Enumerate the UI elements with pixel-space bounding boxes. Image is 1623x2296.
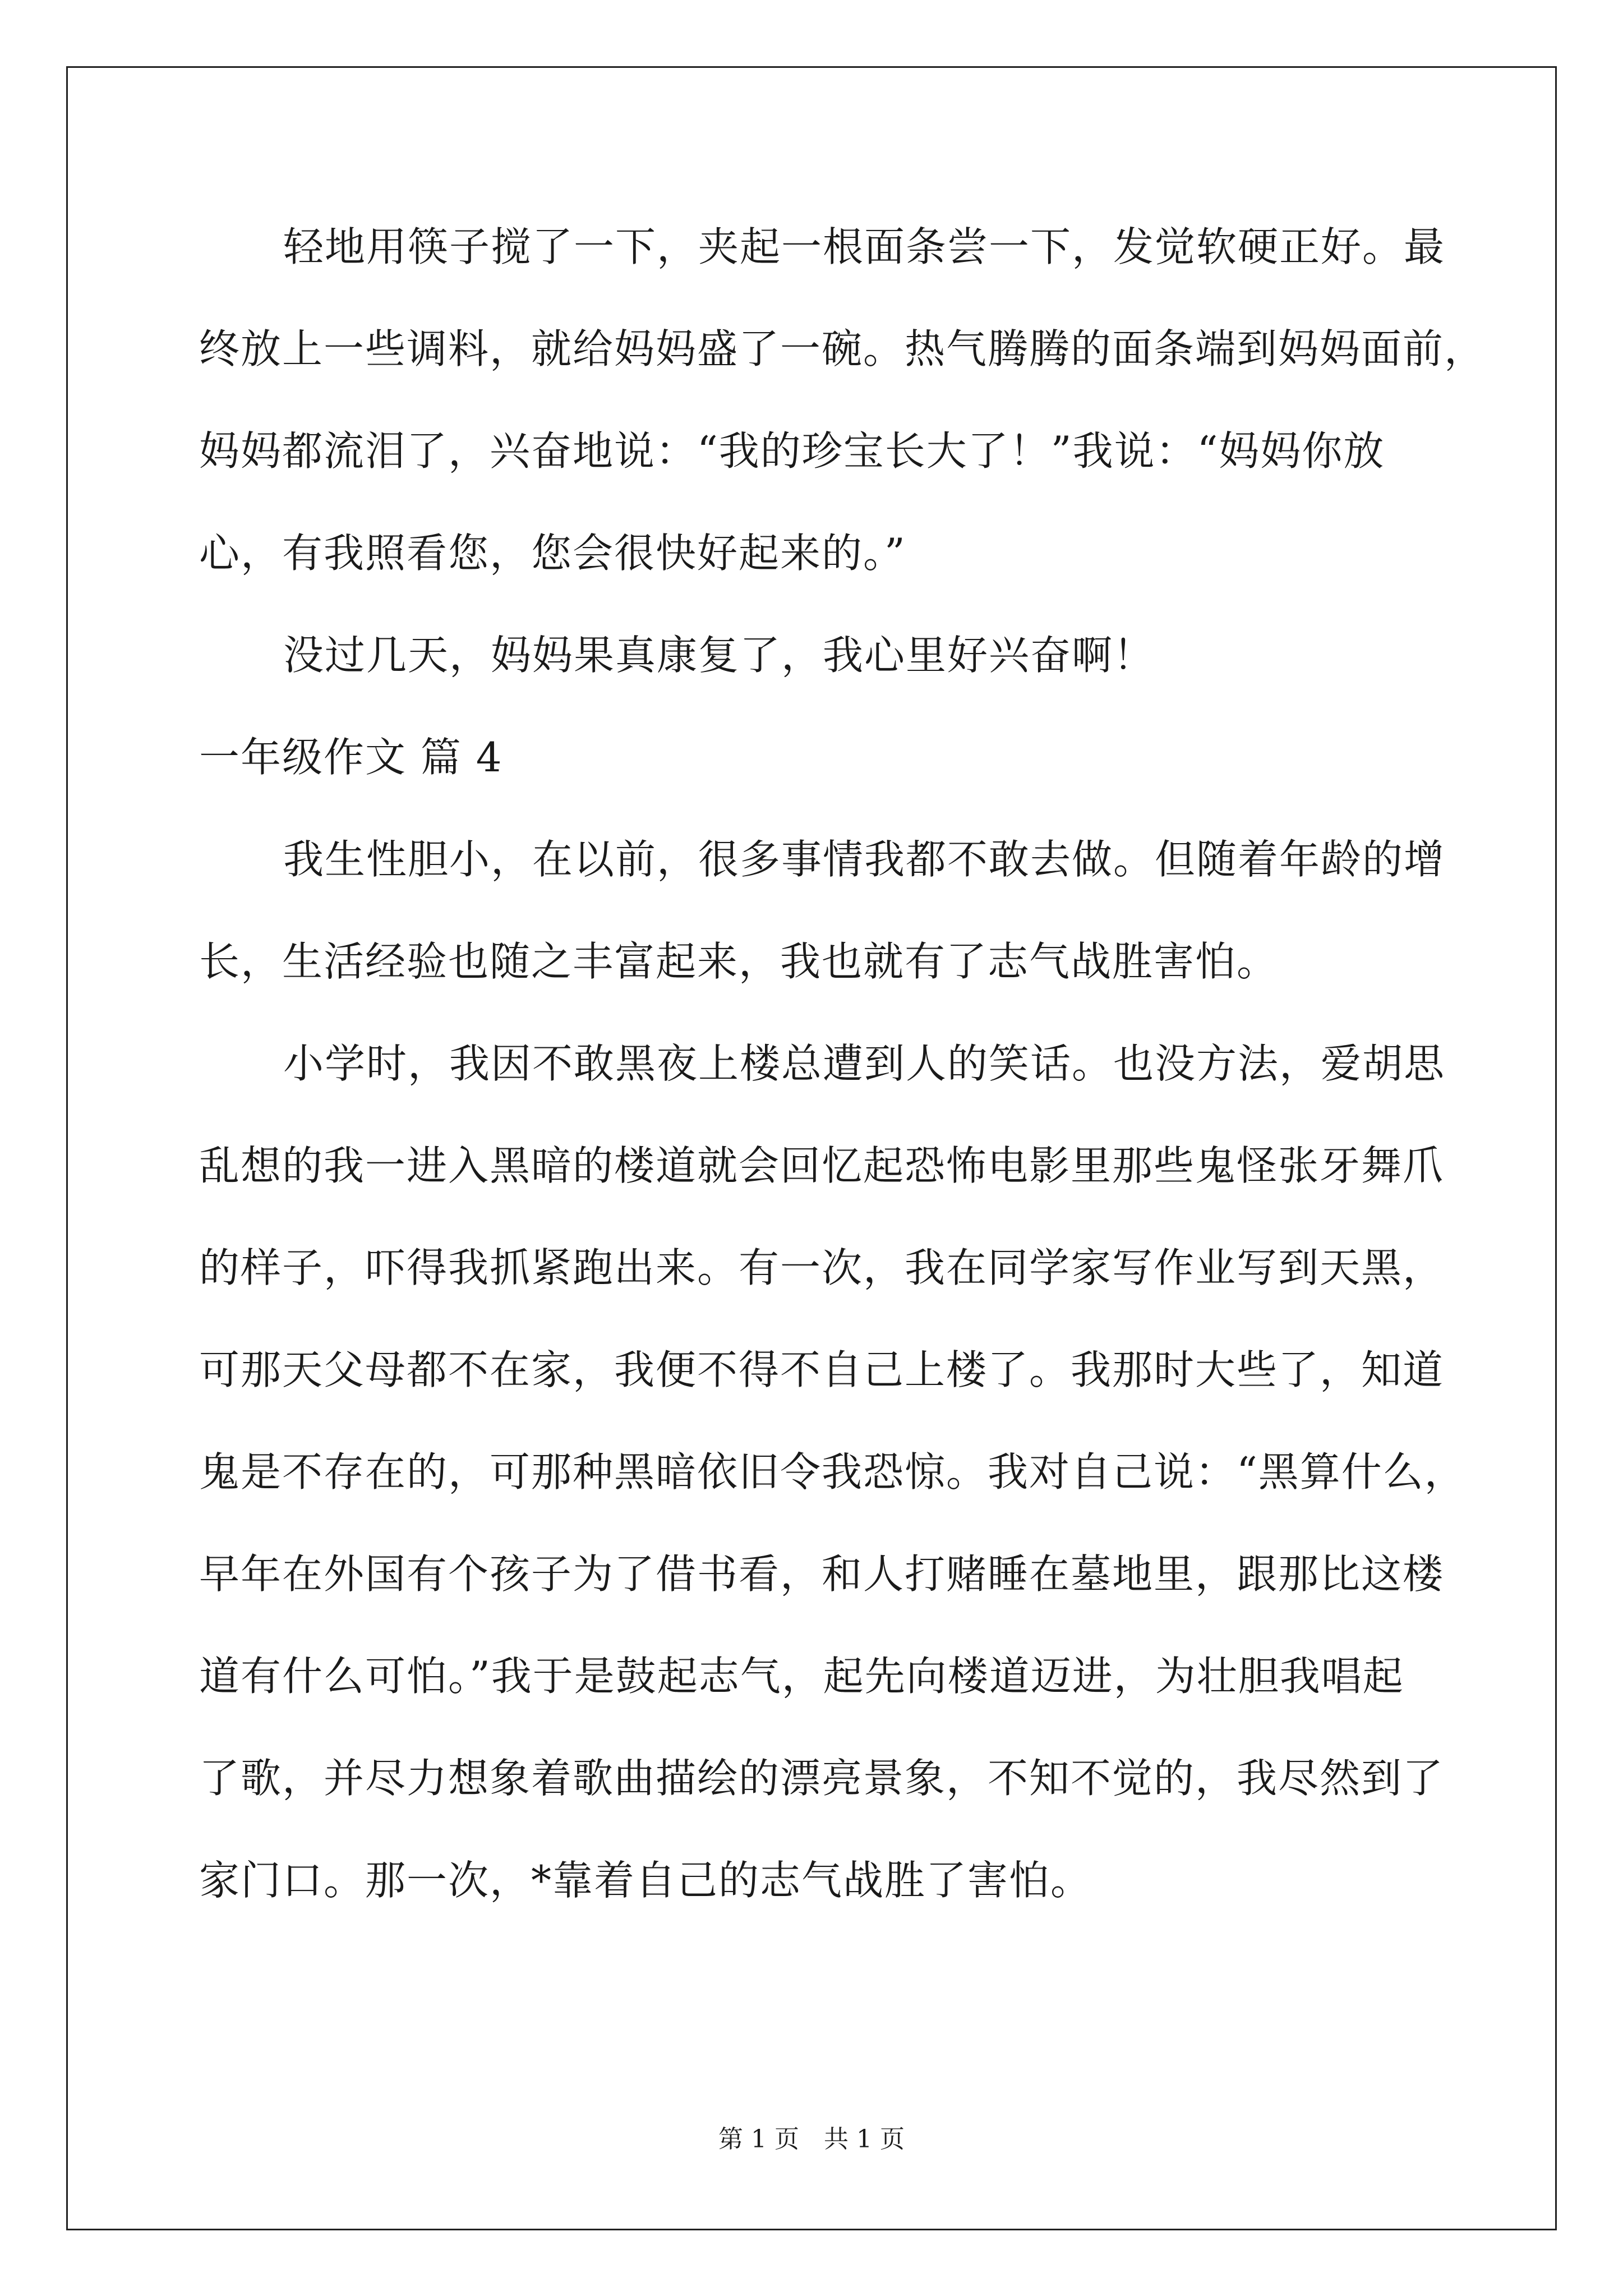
- text-line: 妈妈都流泪了，兴奋地说：“我的珍宝长大了！”我说：“妈妈你放: [199, 427, 1385, 475]
- text-line: 可那天父母都不在家，我便不得不自己上楼了。我那时大些了，知道: [199, 1346, 1445, 1393]
- text-line: 家门口。那一次，*靠着自己的志气战胜了害怕。: [199, 1857, 1092, 1904]
- text-line: 终放上一些调料，就给妈妈盛了一碗。热气腾腾的面条端到妈妈面前，: [199, 325, 1486, 372]
- text-line: 心，有我照看您，您会很快好起来的。”: [199, 530, 906, 577]
- page-number: 第 1 页 共 1 页: [718, 2125, 905, 2154]
- text-line: 乱想的我一进入黑暗的楼道就会回忆起恐怖电影里那些鬼怪张牙舞爪: [199, 1142, 1445, 1189]
- text-line: 了歌，并尽力想象着歌曲描绘的漂亮景象，不知不觉的，我尽然到了: [199, 1755, 1445, 1802]
- text-line: 没过几天，妈妈果真康复了，我心里好兴奋啊！: [283, 632, 1155, 679]
- text-line: 轻地用筷子搅了一下，夹起一根面条尝一下，发觉软硬正好。最: [283, 223, 1446, 270]
- text-line: 鬼是不存在的，可那种黑暗依旧令我恐惊。我对自己说：“黑算什么，: [199, 1448, 1466, 1496]
- text-line: 的样子，吓得我抓紧跑出来。有一次，我在同学家写作业写到天黑，: [199, 1244, 1445, 1291]
- text-line: 长，生活经验也随之丰富起来，我也就有了志气战胜害怕。: [199, 938, 1279, 985]
- text-line: 早年在外国有个孩子为了借书看，和人打赌睡在墓地里，跟那比这楼: [199, 1550, 1445, 1598]
- text-line: 小学时，我因不敢黑夜上楼总遭到人的笑话。也没方法，爱胡思: [283, 1040, 1446, 1087]
- section-heading: 一年级作文 篇 4: [199, 734, 503, 781]
- text-line: 道有什么可怕。”我于是鼓起志气，起先向楼道迈进，为壮胆我唱起: [199, 1653, 1404, 1700]
- text-line: 我生性胆小，在以前，很多事情我都不敢去做。但随着年龄的增: [283, 836, 1446, 883]
